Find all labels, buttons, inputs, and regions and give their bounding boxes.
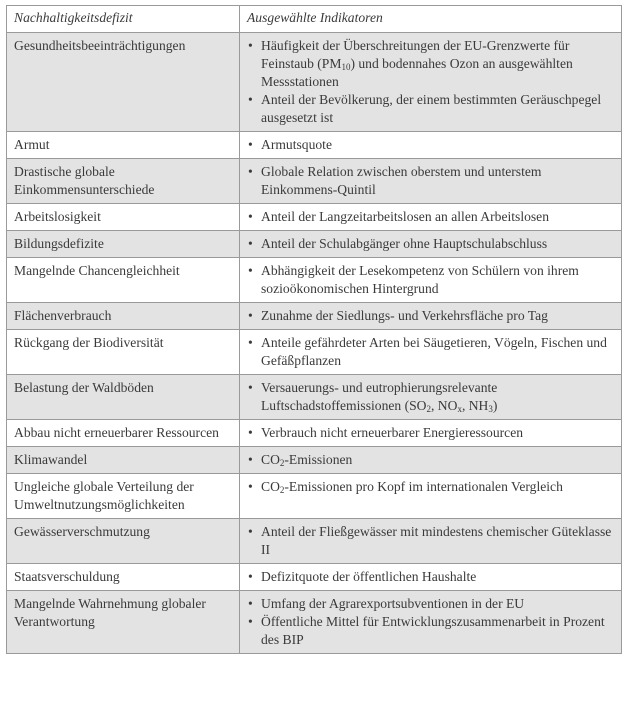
indicators-cell xyxy=(240,159,622,204)
indicator-text: Armutsquote xyxy=(261,137,332,152)
deficit-cell: Arbeitslosigkeit xyxy=(7,204,240,231)
indicator-text: Anteile gefährdeter Arten bei Säugetieren, Vögeln, Fischen und Gefäßpflanzen xyxy=(261,335,607,368)
table-row xyxy=(7,132,622,159)
deficit-cell: Bildungsdefizite xyxy=(7,231,240,258)
indicators-cell xyxy=(240,564,622,591)
indicator-list xyxy=(247,568,615,586)
table-row xyxy=(7,204,622,231)
indicator-item xyxy=(247,451,615,469)
indicator-list xyxy=(247,334,615,370)
indicators-cell xyxy=(240,258,622,303)
indicator-list xyxy=(247,163,615,199)
deficit-cell: Mangelnde Wahrnehmung globaler Verantwortung xyxy=(7,591,240,654)
indicator-text: -Emissionen xyxy=(284,452,353,467)
table-row xyxy=(7,474,622,519)
deficit-cell: Klimawandel xyxy=(7,447,240,474)
indicator-item xyxy=(247,163,615,199)
indicator-list xyxy=(247,595,615,649)
deficit-cell: Gesundheitsbeeinträchtigungen xyxy=(7,33,240,132)
indicator-text: Verbrauch nicht erneuerbarer Energieressourcen xyxy=(261,425,524,440)
indicators-cell xyxy=(240,420,622,447)
indicator-list xyxy=(247,262,615,298)
deficit-cell: Flächenverbrauch xyxy=(7,303,240,330)
sustainability-indicator-table xyxy=(6,5,622,654)
table-row xyxy=(7,447,622,474)
indicator-list xyxy=(247,37,615,127)
deficit-cell: Staatsverschuldung xyxy=(7,564,240,591)
indicator-list xyxy=(247,523,615,559)
indicator-text: Umfang der Agrarexportsubventionen in der EU xyxy=(261,596,525,611)
indicator-list xyxy=(247,478,615,496)
indicator-item xyxy=(247,208,615,226)
subscript: 2 xyxy=(426,404,431,414)
indicator-list xyxy=(247,136,615,154)
indicator-table-container xyxy=(6,5,621,654)
indicator-text: Öffentliche Mittel für Entwicklungszusammenarbeit in Prozent des BIP xyxy=(261,614,605,647)
subscript: x xyxy=(457,404,462,414)
indicator-text: Abhängigkeit der Lesekompetenz von Schülern von ihrem sozioökonomischen Hintergrund xyxy=(261,263,579,296)
indicator-text: Häufigkeit der Überschreitungen der EU-Grenzwerte für Feinstaub (PM xyxy=(261,38,570,71)
deficit-cell: Armut xyxy=(7,132,240,159)
indicator-text: CO xyxy=(261,452,280,467)
table-row xyxy=(7,231,622,258)
table-row xyxy=(7,303,622,330)
indicators-cell xyxy=(240,330,622,375)
table-header-row xyxy=(7,6,622,33)
table-row xyxy=(7,33,622,132)
table-row xyxy=(7,564,622,591)
deficit-cell: Drastische globale Einkommensunterschiede xyxy=(7,159,240,204)
table-row xyxy=(7,591,622,654)
table-row xyxy=(7,159,622,204)
table-row xyxy=(7,420,622,447)
indicator-item xyxy=(247,424,615,442)
subscript: 2 xyxy=(279,485,285,495)
indicator-item xyxy=(247,307,615,325)
indicators-cell xyxy=(240,375,622,420)
deficit-cell: Rückgang der Biodiversität xyxy=(7,330,240,375)
indicator-item xyxy=(247,262,615,298)
indicators-cell xyxy=(240,447,622,474)
indicator-text: , NH xyxy=(461,398,489,413)
indicator-text: Defizitquote der öffentlichen Haushalte xyxy=(261,569,477,584)
indicators-cell xyxy=(240,519,622,564)
indicator-text: Anteil der Fließgewässer mit mindestens chemischer Güteklasse II xyxy=(261,524,612,557)
indicator-item xyxy=(247,136,615,154)
indicator-text: ) und bodennahes Ozon an ausgewählten Messstationen xyxy=(261,56,573,89)
subscript: 3 xyxy=(488,404,493,414)
indicator-list xyxy=(247,235,615,253)
indicator-text: Globale Relation zwischen oberstem und unterstem Einkommens-Quintil xyxy=(261,164,542,197)
deficit-cell: Abbau nicht erneuerbarer Ressourcen xyxy=(7,420,240,447)
indicator-text: , NO xyxy=(431,398,458,413)
indicators-cell xyxy=(240,132,622,159)
deficit-cell: Mangelnde Chancengleichheit xyxy=(7,258,240,303)
indicator-text: Zunahme der Siedlungs- und Verkehrsfläche pro Tag xyxy=(261,308,548,323)
table-row xyxy=(7,519,622,564)
indicator-list xyxy=(247,307,615,325)
indicators-cell xyxy=(240,474,622,519)
indicator-text: Anteil der Langzeitarbeitslosen an allen Arbeitslosen xyxy=(261,209,550,224)
indicator-list xyxy=(247,451,615,469)
subscript: 10 xyxy=(341,62,351,72)
indicator-item xyxy=(247,379,615,415)
table-row xyxy=(7,375,622,420)
table-body xyxy=(7,33,622,654)
subscript: 2 xyxy=(279,458,285,468)
deficit-cell: Belastung der Waldböden xyxy=(7,375,240,420)
table-row xyxy=(7,330,622,375)
indicator-list xyxy=(247,424,615,442)
indicator-text: -Emissionen pro Kopf im internationalen Vergleich xyxy=(284,479,563,494)
indicators-cell xyxy=(240,33,622,132)
header-indicators: Ausgewählte Indikatoren xyxy=(240,6,622,33)
indicator-item xyxy=(247,91,615,127)
indicator-text: Versauerungs- und eutrophierungsrelevante Luftschadstoffemissionen (SO xyxy=(261,380,498,413)
indicator-item xyxy=(247,235,615,253)
indicator-list xyxy=(247,208,615,226)
indicator-list xyxy=(247,379,615,415)
indicators-cell xyxy=(240,303,622,330)
indicator-item xyxy=(247,478,615,496)
deficit-cell: Ungleiche globale Verteilung der Umweltnutzungsmöglichkeiten xyxy=(7,474,240,519)
indicator-item xyxy=(247,523,615,559)
indicator-item xyxy=(247,568,615,586)
deficit-cell: Gewässerverschmutzung xyxy=(7,519,240,564)
indicator-item xyxy=(247,334,615,370)
indicator-text: ) xyxy=(492,398,498,413)
indicator-text: Anteil der Schulabgänger ohne Hauptschulabschluss xyxy=(261,236,548,251)
indicator-item xyxy=(247,37,615,91)
indicator-item xyxy=(247,613,615,649)
table-row xyxy=(7,258,622,303)
indicator-text: Anteil der Bevölkerung, der einem bestimmten Geräuschpegel ausgesetzt ist xyxy=(261,92,602,125)
indicators-cell xyxy=(240,231,622,258)
indicators-cell xyxy=(240,204,622,231)
indicator-text: CO xyxy=(261,479,280,494)
indicator-item xyxy=(247,595,615,613)
header-deficit: Nachhaltigkeitsdefizit xyxy=(7,6,240,33)
indicators-cell xyxy=(240,591,622,654)
